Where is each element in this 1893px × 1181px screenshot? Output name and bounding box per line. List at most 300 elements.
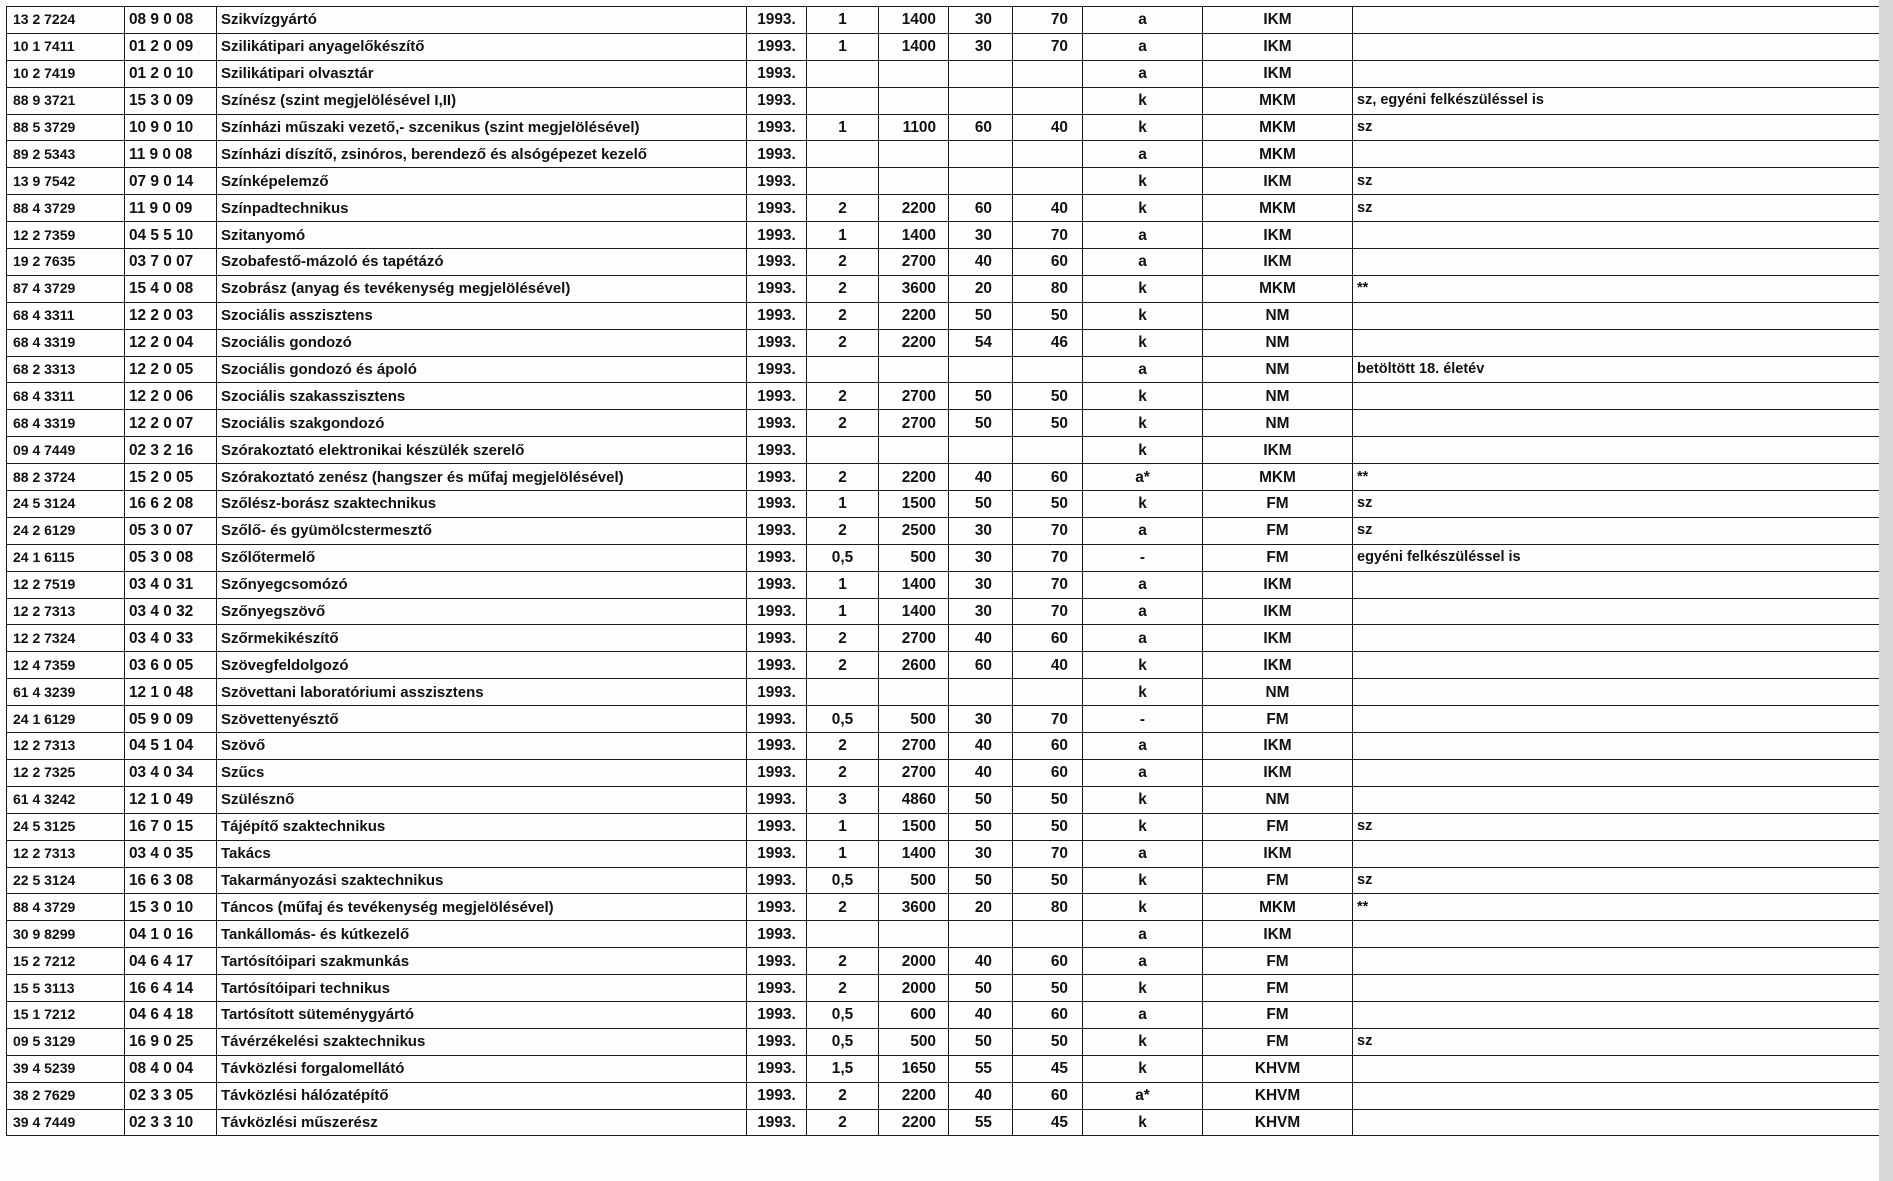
note-cell [1353,652,1882,679]
hours-cell: 500 [879,544,949,571]
feor-code-cell: 88 2 3724 [7,464,125,491]
note-cell [1353,410,1882,437]
ministry-cell: IKM [1203,625,1353,652]
okj-code-cell: 15 4 0 08 [125,275,217,302]
ministry-cell: IKM [1203,249,1353,276]
theory-percent-cell: 40 [949,1082,1013,1109]
note-cell: sz [1353,491,1882,518]
occupation-name-cell: Szőnyegszövő [217,598,747,625]
okj-code-cell: 03 4 0 33 [125,625,217,652]
note-cell [1353,1055,1882,1082]
practice-percent-cell: 60 [1013,1001,1083,1028]
table-row [7,222,1882,249]
duration-years-cell: 1 [807,114,879,141]
level-cell: k [1083,437,1203,464]
table-row [7,410,1882,437]
hours-cell: 1400 [879,598,949,625]
theory-percent-cell: 30 [949,706,1013,733]
ministry-cell: FM [1203,706,1353,733]
duration-years-cell: 2 [807,275,879,302]
table-row [7,813,1882,840]
duration-years-cell: 2 [807,733,879,760]
duration-years-cell: 2 [807,975,879,1002]
okj-code-cell: 15 3 0 10 [125,894,217,921]
practice-percent-cell: 60 [1013,249,1083,276]
theory-percent-cell: 50 [949,410,1013,437]
note-cell [1353,598,1882,625]
hours-cell: 2200 [879,302,949,329]
feor-code-cell: 68 4 3311 [7,383,125,410]
hours-cell: 2700 [879,625,949,652]
occupation-name-cell: Színész (szint megjelölésével I,II) [217,87,747,114]
feor-code-cell: 15 5 3113 [7,975,125,1002]
duration-years-cell: 2 [807,1109,879,1136]
ministry-cell: NM [1203,410,1353,437]
table-row [7,7,1882,34]
feor-code-cell: 24 2 6129 [7,517,125,544]
table-row [7,302,1882,329]
theory-percent-cell: 50 [949,491,1013,518]
table-row [7,652,1882,679]
okj-code-cell: 05 3 0 08 [125,544,217,571]
okj-code-cell: 04 6 4 18 [125,1001,217,1028]
note-cell [1353,840,1882,867]
note-cell: sz [1353,813,1882,840]
duration-years-cell [807,87,879,114]
note-cell [1353,33,1882,60]
duration-years-cell: 2 [807,410,879,437]
duration-years-cell: 1,5 [807,1055,879,1082]
table-row [7,33,1882,60]
year-cell: 1993. [747,168,807,195]
okj-code-cell: 12 2 0 04 [125,329,217,356]
table-row [7,1028,1882,1055]
level-cell: k [1083,679,1203,706]
occupation-name-cell: Szociális asszisztens [217,302,747,329]
feor-code-cell: 38 2 7629 [7,1082,125,1109]
hours-cell: 2700 [879,249,949,276]
year-cell: 1993. [747,813,807,840]
occupation-name-cell: Szikvízgyártó [217,7,747,34]
note-cell: sz, egyéni felkészüléssel is [1353,87,1882,114]
note-cell [1353,222,1882,249]
practice-percent-cell: 60 [1013,1082,1083,1109]
year-cell: 1993. [747,356,807,383]
year-cell: 1993. [747,652,807,679]
hours-cell [879,87,949,114]
ministry-cell: MKM [1203,464,1353,491]
level-cell: a [1083,921,1203,948]
year-cell: 1993. [747,195,807,222]
note-cell: sz [1353,867,1882,894]
feor-code-cell: 24 1 6129 [7,706,125,733]
note-cell [1353,141,1882,168]
practice-percent-cell [1013,356,1083,383]
hours-cell: 1400 [879,222,949,249]
ministry-cell: KHVM [1203,1082,1353,1109]
occupation-name-cell: Táncos (műfaj és tevékenység megjelölésével) [217,894,747,921]
year-cell: 1993. [747,383,807,410]
feor-code-cell: 39 4 5239 [7,1055,125,1082]
duration-years-cell: 2 [807,195,879,222]
practice-percent-cell: 80 [1013,275,1083,302]
okj-code-cell: 03 4 0 35 [125,840,217,867]
ministry-cell: MKM [1203,114,1353,141]
occupation-name-cell: Tartósított süteménygyártó [217,1001,747,1028]
table-row [7,464,1882,491]
feor-code-cell: 68 4 3319 [7,329,125,356]
occupation-name-cell: Szitanyomó [217,222,747,249]
table-row [7,625,1882,652]
hours-cell [879,60,949,87]
duration-years-cell: 2 [807,894,879,921]
practice-percent-cell: 70 [1013,598,1083,625]
okj-code-cell: 15 3 0 09 [125,87,217,114]
occupation-name-cell: Távközlési hálózatépítő [217,1082,747,1109]
occupation-name-cell: Távközlési műszerész [217,1109,747,1136]
level-cell: k [1083,1109,1203,1136]
hours-cell: 500 [879,867,949,894]
year-cell: 1993. [747,7,807,34]
occupation-name-cell: Szociális szakgondozó [217,410,747,437]
theory-percent-cell [949,141,1013,168]
occupation-name-cell: Színházi műszaki vezető,- szcenikus (szint megjelölésével) [217,114,747,141]
feor-code-cell: 24 1 6115 [7,544,125,571]
ministry-cell: MKM [1203,87,1353,114]
theory-percent-cell: 20 [949,894,1013,921]
level-cell: a [1083,948,1203,975]
duration-years-cell [807,356,879,383]
practice-percent-cell: 45 [1013,1109,1083,1136]
practice-percent-cell: 70 [1013,544,1083,571]
table-row [7,437,1882,464]
theory-percent-cell: 60 [949,195,1013,222]
hours-cell: 2700 [879,383,949,410]
note-cell [1353,437,1882,464]
occupation-name-cell: Szórakoztató zenész (hangszer és műfaj megjelölésével) [217,464,747,491]
level-cell: k [1083,275,1203,302]
year-cell: 1993. [747,60,807,87]
ministry-cell: FM [1203,517,1353,544]
year-cell: 1993. [747,491,807,518]
feor-code-cell: 68 4 3311 [7,302,125,329]
note-cell [1353,7,1882,34]
feor-code-cell: 88 9 3721 [7,87,125,114]
theory-percent-cell: 40 [949,625,1013,652]
duration-years-cell [807,60,879,87]
note-cell [1353,948,1882,975]
okj-code-cell: 12 2 0 03 [125,302,217,329]
hours-cell: 600 [879,1001,949,1028]
practice-percent-cell: 45 [1013,1055,1083,1082]
theory-percent-cell: 60 [949,652,1013,679]
okj-code-cell: 01 2 0 10 [125,60,217,87]
duration-years-cell: 0,5 [807,867,879,894]
note-cell: sz [1353,195,1882,222]
ministry-cell: IKM [1203,759,1353,786]
theory-percent-cell: 60 [949,114,1013,141]
year-cell: 1993. [747,948,807,975]
feor-code-cell: 22 5 3124 [7,867,125,894]
okj-code-cell: 12 1 0 48 [125,679,217,706]
table-row [7,195,1882,222]
practice-percent-cell: 60 [1013,948,1083,975]
feor-code-cell: 10 1 7411 [7,33,125,60]
ministry-cell: FM [1203,1028,1353,1055]
year-cell: 1993. [747,759,807,786]
table-row [7,840,1882,867]
table-row [7,1055,1882,1082]
ministry-cell: FM [1203,813,1353,840]
level-cell: k [1083,1028,1203,1055]
practice-percent-cell: 80 [1013,894,1083,921]
note-cell [1353,679,1882,706]
note-cell [1353,1001,1882,1028]
theory-percent-cell: 30 [949,544,1013,571]
table-row [7,975,1882,1002]
duration-years-cell [807,679,879,706]
duration-years-cell: 1 [807,840,879,867]
feor-code-cell: 12 2 7325 [7,759,125,786]
ministry-cell: IKM [1203,571,1353,598]
practice-percent-cell [1013,168,1083,195]
note-cell [1353,60,1882,87]
ministry-cell: IKM [1203,33,1353,60]
duration-years-cell [807,141,879,168]
ministry-cell: IKM [1203,921,1353,948]
practice-percent-cell: 70 [1013,7,1083,34]
okj-code-cell: 03 4 0 34 [125,759,217,786]
year-cell: 1993. [747,275,807,302]
level-cell: - [1083,706,1203,733]
level-cell: a [1083,7,1203,34]
okj-code-cell: 16 6 2 08 [125,491,217,518]
practice-percent-cell: 50 [1013,867,1083,894]
theory-percent-cell: 40 [949,733,1013,760]
ministry-cell: IKM [1203,652,1353,679]
hours-cell: 3600 [879,275,949,302]
table-row [7,356,1882,383]
level-cell: a [1083,1001,1203,1028]
hours-cell: 1400 [879,840,949,867]
practice-percent-cell: 50 [1013,975,1083,1002]
okj-code-cell: 07 9 0 14 [125,168,217,195]
duration-years-cell: 1 [807,7,879,34]
table-row [7,491,1882,518]
table-row [7,60,1882,87]
level-cell: a [1083,222,1203,249]
practice-percent-cell [1013,60,1083,87]
level-cell: k [1083,894,1203,921]
practice-percent-cell: 60 [1013,733,1083,760]
duration-years-cell: 1 [807,598,879,625]
level-cell: k [1083,168,1203,195]
okj-code-cell: 02 3 3 10 [125,1109,217,1136]
note-cell [1353,329,1882,356]
occupation-name-cell: Színképelemző [217,168,747,195]
table-row [7,733,1882,760]
note-cell [1353,1109,1882,1136]
hours-cell: 1500 [879,491,949,518]
duration-years-cell: 2 [807,625,879,652]
hours-cell: 2200 [879,1109,949,1136]
theory-percent-cell: 40 [949,759,1013,786]
duration-years-cell: 2 [807,329,879,356]
practice-percent-cell [1013,679,1083,706]
ministry-cell: NM [1203,383,1353,410]
year-cell: 1993. [747,1055,807,1082]
table-row [7,517,1882,544]
feor-code-cell: 68 4 3319 [7,410,125,437]
level-cell: a [1083,517,1203,544]
level-cell: a* [1083,464,1203,491]
note-cell: egyéni felkészüléssel is [1353,544,1882,571]
occupation-name-cell: Szőnyegcsomózó [217,571,747,598]
table-row [7,1109,1882,1136]
occupation-name-cell: Tartósítóipari szakmunkás [217,948,747,975]
hours-cell [879,437,949,464]
theory-percent-cell: 30 [949,7,1013,34]
hours-cell [879,679,949,706]
level-cell: a [1083,60,1203,87]
ministry-cell: IKM [1203,437,1353,464]
hours-cell: 1400 [879,33,949,60]
year-cell: 1993. [747,1001,807,1028]
level-cell: k [1083,975,1203,1002]
hours-cell [879,356,949,383]
okj-code-cell: 10 9 0 10 [125,114,217,141]
year-cell: 1993. [747,1028,807,1055]
theory-percent-cell: 30 [949,840,1013,867]
occupation-name-cell: Szobafestő-mázoló és tapétázó [217,249,747,276]
year-cell: 1993. [747,410,807,437]
table-row [7,141,1882,168]
feor-code-cell: 12 2 7519 [7,571,125,598]
table-row [7,571,1882,598]
year-cell: 1993. [747,625,807,652]
practice-percent-cell: 70 [1013,33,1083,60]
occupation-name-cell: Szövettani laboratóriumi asszisztens [217,679,747,706]
note-cell [1353,759,1882,786]
theory-percent-cell: 54 [949,329,1013,356]
ministry-cell: IKM [1203,840,1353,867]
year-cell: 1993. [747,302,807,329]
table-row [7,1082,1882,1109]
theory-percent-cell: 40 [949,948,1013,975]
okj-code-cell: 16 9 0 25 [125,1028,217,1055]
note-cell [1353,706,1882,733]
note-cell [1353,249,1882,276]
note-cell [1353,302,1882,329]
occupation-name-cell: Szórakoztató elektronikai készülék szerelő [217,437,747,464]
feor-code-cell: 87 4 3729 [7,275,125,302]
ministry-cell: IKM [1203,168,1353,195]
occupation-name-cell: Szőlőtermelő [217,544,747,571]
hours-cell: 1650 [879,1055,949,1082]
practice-percent-cell: 50 [1013,786,1083,813]
hours-cell: 4860 [879,786,949,813]
table-row [7,1001,1882,1028]
ministry-cell: NM [1203,329,1353,356]
occupation-name-cell: Szövegfeldolgozó [217,652,747,679]
feor-code-cell: 88 4 3729 [7,894,125,921]
hours-cell: 1400 [879,571,949,598]
note-cell: sz [1353,168,1882,195]
duration-years-cell: 0,5 [807,706,879,733]
note-cell: ** [1353,275,1882,302]
theory-percent-cell: 30 [949,598,1013,625]
table-row [7,275,1882,302]
occupation-name-cell: Takarmányozási szaktechnikus [217,867,747,894]
okj-code-cell: 02 3 3 05 [125,1082,217,1109]
occupation-name-cell: Szociális gondozó [217,329,747,356]
note-cell: ** [1353,464,1882,491]
level-cell: k [1083,383,1203,410]
ministry-cell: KHVM [1203,1055,1353,1082]
ministry-cell: KHVM [1203,1109,1353,1136]
level-cell: a [1083,733,1203,760]
note-cell [1353,786,1882,813]
theory-percent-cell: 40 [949,249,1013,276]
level-cell: a [1083,840,1203,867]
table-row [7,921,1882,948]
okj-code-cell: 03 7 0 07 [125,249,217,276]
ministry-cell: MKM [1203,141,1353,168]
ministry-cell: FM [1203,948,1353,975]
hours-cell: 2200 [879,195,949,222]
okj-code-cell: 05 3 0 07 [125,517,217,544]
okj-code-cell: 03 4 0 32 [125,598,217,625]
practice-percent-cell: 46 [1013,329,1083,356]
theory-percent-cell [949,168,1013,195]
okj-code-cell: 16 6 3 08 [125,867,217,894]
note-cell [1353,571,1882,598]
duration-years-cell [807,921,879,948]
ministry-cell: FM [1203,1001,1353,1028]
feor-code-cell: 13 9 7542 [7,168,125,195]
ministry-cell: FM [1203,491,1353,518]
theory-percent-cell: 20 [949,275,1013,302]
ministry-cell: IKM [1203,60,1353,87]
theory-percent-cell: 40 [949,464,1013,491]
practice-percent-cell: 50 [1013,491,1083,518]
okj-code-cell: 12 2 0 07 [125,410,217,437]
occupation-name-cell: Szociális szakasszisztens [217,383,747,410]
ministry-cell: NM [1203,356,1353,383]
year-cell: 1993. [747,921,807,948]
theory-percent-cell: 55 [949,1109,1013,1136]
year-cell: 1993. [747,464,807,491]
hours-cell: 2000 [879,948,949,975]
ministry-cell: FM [1203,544,1353,571]
year-cell: 1993. [747,679,807,706]
duration-years-cell: 1 [807,222,879,249]
year-cell: 1993. [747,437,807,464]
note-cell: ** [1353,894,1882,921]
hours-cell: 2500 [879,517,949,544]
hours-cell: 1100 [879,114,949,141]
theory-percent-cell: 50 [949,975,1013,1002]
theory-percent-cell [949,60,1013,87]
note-cell: betöltött 18. életév [1353,356,1882,383]
feor-code-cell: 12 2 7313 [7,733,125,760]
okj-code-cell: 04 5 5 10 [125,222,217,249]
practice-percent-cell: 40 [1013,114,1083,141]
theory-percent-cell [949,437,1013,464]
feor-code-cell: 12 2 7313 [7,598,125,625]
theory-percent-cell: 50 [949,786,1013,813]
hours-cell [879,921,949,948]
